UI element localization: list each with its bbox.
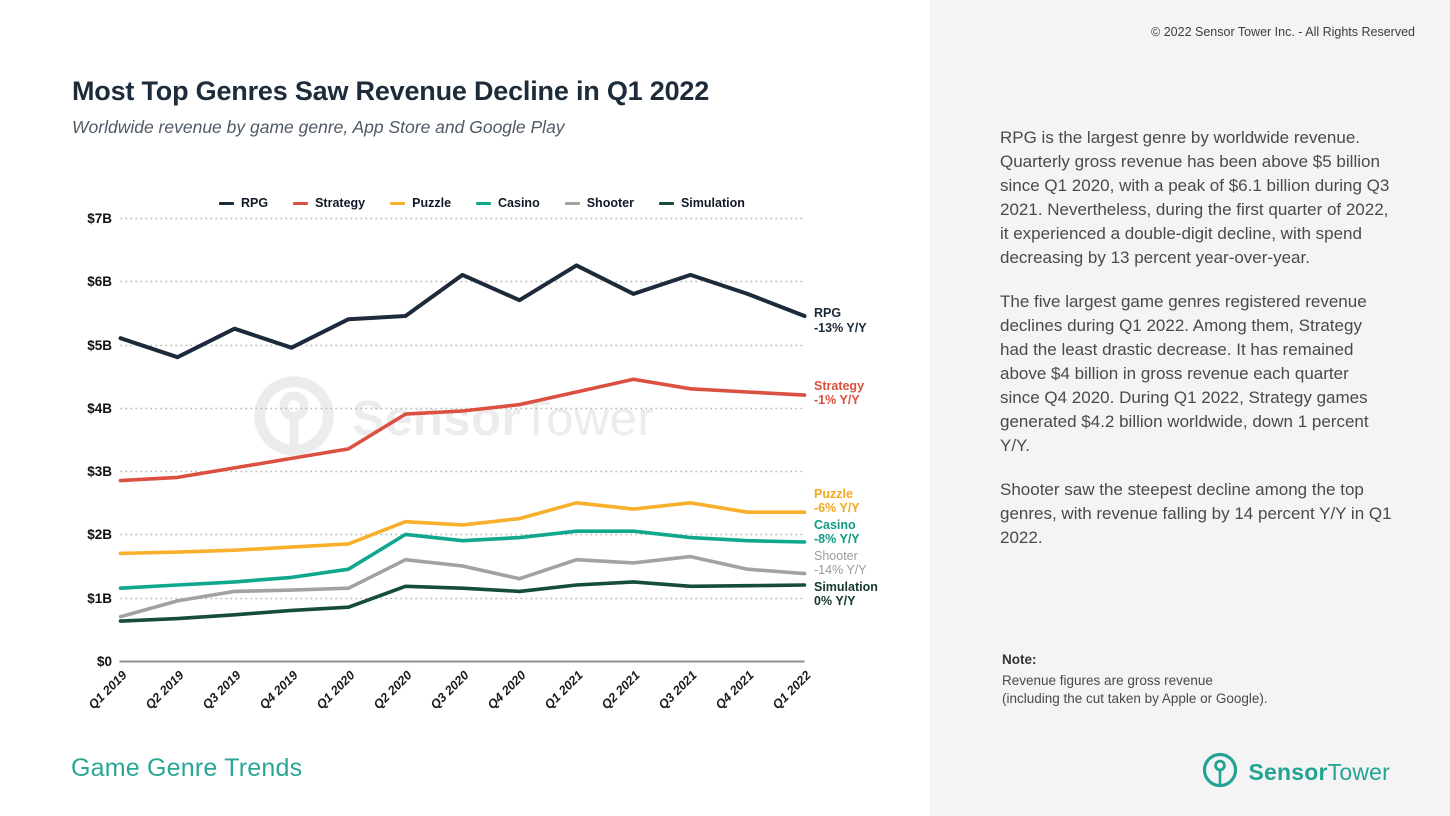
series-label-shooter: Shooter [814, 549, 858, 563]
x-tick-label: Q3 2021 [655, 668, 700, 713]
y-tick-label: $4B [87, 401, 112, 416]
x-tick-label: Q3 2020 [427, 668, 472, 713]
note-block [1002, 651, 1394, 708]
sensortower-logo [1201, 751, 1390, 794]
x-tick-label: Q4 2021 [712, 668, 757, 713]
chart-legend [219, 196, 745, 210]
legend-swatch-puzzle [390, 202, 405, 205]
x-tick-label: Q1 2022 [769, 668, 814, 713]
page-title: Most Top Genres Saw Revenue Decline in Q1 2022 [72, 76, 710, 106]
series-label-puzzle: Puzzle [814, 487, 853, 501]
series-line-puzzle [121, 503, 805, 554]
legend-swatch-casino [476, 202, 491, 205]
y-tick-label: $1B [87, 591, 112, 606]
x-tick-label: Q4 2020 [484, 668, 529, 713]
legend-swatch-strategy [293, 202, 308, 205]
series-line-rpg [121, 265, 805, 357]
series-label-casino: Casino [814, 518, 856, 532]
sensortower-logo-icon [1201, 751, 1239, 794]
legend-item-simulation [659, 196, 745, 210]
y-tick-label: $5B [87, 338, 112, 353]
legend-swatch-simulation [659, 202, 674, 205]
legend-item-casino [476, 196, 540, 210]
paragraph-strategy: The five largest game genres registered revenue declines during Q1 2022. Among them, Strategy had the least drastic decrease. It has remained above $4 billion in gross revenue each quarter since Q4 2020. During Q1 2022, Strategy games generated $4.2 billion worldwide, down 1 percent Y/Y. [1000, 292, 1369, 455]
paragraph-shooter: Shooter saw the steepest decline among the top genres, with revenue falling by 14 percent Y/Y in Q1 2022. [1000, 480, 1392, 547]
sensortower-watermark-text: SensorTower [352, 391, 655, 446]
x-tick-label: Q2 2019 [142, 668, 187, 713]
legend-label-shooter: Shooter [586, 196, 634, 210]
series-label-rpg: RPG [814, 306, 842, 320]
note-title: Note: [1002, 652, 1037, 667]
note-line-2: (including the cut taken by Apple or Google). [1002, 691, 1268, 706]
legend-label-strategy: Strategy [315, 196, 366, 210]
x-tick-label: Q4 2019 [256, 668, 301, 713]
y-tick-label: $6B [87, 274, 112, 289]
report-section-label: Game Genre Trends [71, 754, 303, 782]
note-line-1: Revenue figures are gross revenue [1002, 673, 1213, 688]
series-label-strategy: Strategy [814, 379, 865, 393]
series-yoy-shooter: -14% Y/Y [814, 563, 867, 577]
x-tick-label: Q2 2020 [370, 668, 415, 713]
legend-label-puzzle: Puzzle [412, 196, 452, 210]
y-tick-label: $2B [87, 527, 112, 542]
x-tick-label: Q1 2019 [85, 668, 130, 713]
legend-label-casino: Casino [498, 196, 540, 210]
x-tick-label: Q1 2021 [541, 668, 586, 713]
y-tick-label: $3B [87, 464, 112, 479]
legend-item-puzzle [390, 196, 451, 210]
series-yoy-rpg: -13% Y/Y [814, 321, 867, 335]
legend-swatch-rpg [219, 202, 234, 205]
series-yoy-casino: -8% Y/Y [814, 532, 860, 546]
paragraph-rpg: RPG is the largest genre by worldwide revenue. Quarterly gross revenue has been above $5 billion since Q1 2020, with a peak of $6.1 billion during Q3 2021. Nevertheless, during the first quarter of 2022, it experienced a double-digit decline, with spend decreasing by 13 percent year-over-year. [1000, 128, 1390, 267]
x-tick-label: Q1 2020 [313, 668, 358, 713]
commentary-panel [930, 0, 1450, 816]
legend-label-rpg: RPG [241, 196, 269, 210]
legend-swatch-shooter [565, 202, 580, 205]
series-line-strategy [121, 379, 805, 480]
series-yoy-simulation: 0% Y/Y [814, 594, 856, 608]
x-tick-label: Q3 2019 [199, 668, 244, 713]
y-tick-label: $0 [96, 654, 112, 669]
x-tick-label: Q2 2021 [598, 668, 643, 713]
series-label-simulation: Simulation [814, 580, 878, 594]
legend-item-rpg [219, 196, 268, 210]
series-yoy-strategy: -1% Y/Y [814, 393, 860, 407]
copyright-text: © 2022 Sensor Tower Inc. - All Rights Reserved [1151, 25, 1415, 39]
commentary-body [1000, 126, 1392, 570]
legend-label-simulation: Simulation [680, 196, 745, 210]
sensortower-logo-text: SensorTower [1248, 759, 1390, 785]
series-yoy-puzzle: -6% Y/Y [814, 501, 860, 515]
series-line-simulation [121, 582, 805, 621]
legend-item-shooter [565, 196, 634, 210]
y-tick-label: $7B [87, 211, 112, 226]
legend-item-strategy [293, 196, 365, 210]
page-subtitle: Worldwide revenue by game genre, App Store and Google Play [72, 117, 565, 137]
